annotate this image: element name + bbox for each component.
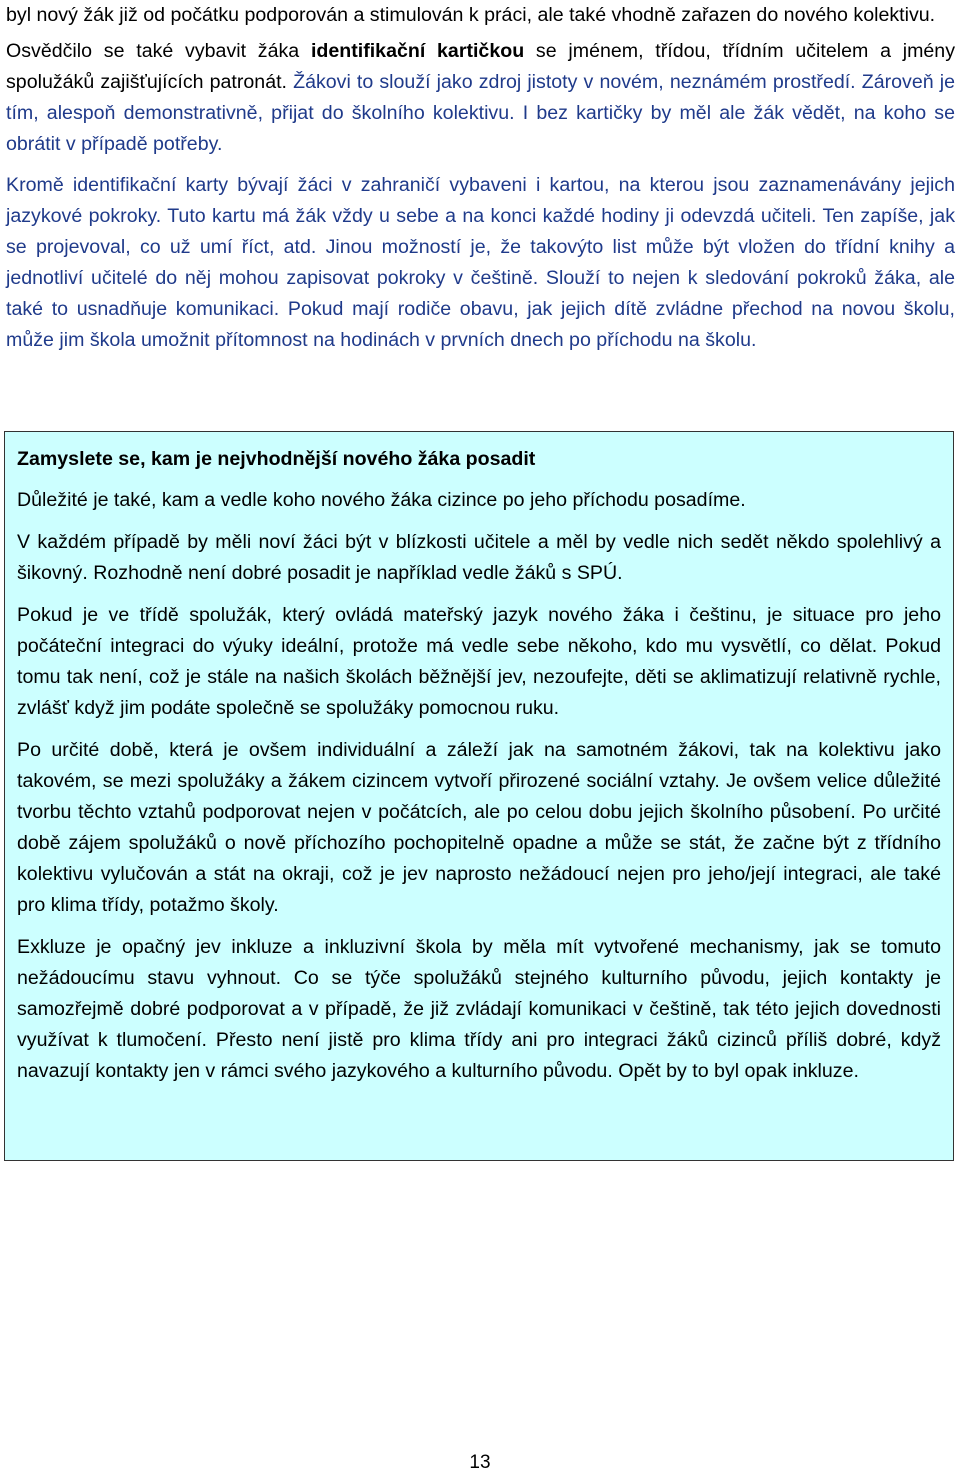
intro-paragraph-2 <box>6 36 955 160</box>
intro-paragraph-2-middle: se jménem, třídou, třídním učitelem a jmény spolužáků zajišťujících patronát. <box>6 40 955 93</box>
box-paragraph-1: Důležité je také, kam a vedle koho nového žáka cizince po jeho příchodu posadíme. <box>17 489 746 511</box>
document-page <box>6 0 955 356</box>
intro-paragraph-1: byl nový žák již od počátku podporován a stimulován k práci, ale také vhodně zařazen do nového kolektivu. <box>6 4 936 26</box>
box-paragraph-4: Po určité době, která je ovšem individuální a záleží jak na samotném žákovi, tak na kolektivu jako takovém, se mezi spolužáky a žákem cizincem vytvoří přirozené sociální vztahy. Je ovšem velice důležité tvorbu těchto vztahů podporovat nejen v počátcích, ale po celou dobu jejich školního působení. Po určité době zájem spolužáků o nově příchozího pochopitelně opadne a může se stát, že začne být z třídního kolektivu vylučován a stát na okraji, což je jev naprosto nežádoucí nejen pro jeho/její integraci, ale také pro klima třídy, potažmo školy. <box>17 739 941 916</box>
reflection-box <box>4 431 954 1161</box>
box-paragraph-2: V každém případě by měli noví žáci být v blízkosti učitele a měl by vedle nich sedět někdo spolehlivý a šikovný. Rozhodně není dobré posadit je například vedle žáků s SPÚ. <box>17 531 941 584</box>
identification-card-term: identifikační kartičkou <box>310 40 525 62</box>
intro-paragraph-2-highlight: Žákovi to slouží jako zdroj jistoty v novém, neznámém prostředí. Zároveň je tím, alespoň demonstrativně, přijat do školního kolektivu. I bez kartičky by měl ale žák vědět, na koho se obrátit v případě potřeby. <box>6 71 955 155</box>
reflection-box-heading: Zamyslete se, kam je nejvhodnější nového žáka posadit <box>17 448 536 470</box>
page-number: 13 <box>469 1452 491 1473</box>
box-paragraph-5: Exkluze je opačný jev inkluze a inkluzivní škola by měla mít vytvořené mechanismy, jak se tomuto nežádoucímu stavu vyhnout. Co se týče spolužáků stejného kulturního původu, jejich kontakty je samozřejmě dobré podporovat a v případě, že již zvládají komunikaci v češtině, tak této jejich dovednosti využívat k tlumočení. Přesto není jistě pro klima třídy ani pro integraci žáků cizinců příliš dobré, když navazují kontakty jen v rámci svého jazykového a kulturního původu. Opět by to byl opak inkluze. <box>17 936 941 1082</box>
intro-paragraph-3: Kromě identifikační karty bývají žáci v zahraničí vybaveni i kartou, na kterou jsou zaznamenávány jejich jazykové pokroky. Tuto kartu má žák vždy u sebe a na konci každé hodiny ji odevzdá učiteli. Ten zapíše, jak se projevoval, co už umí říct, atd. Jinou možností je, že takovýto list může být vložen do třídní knihy a jednotliví učitelé do něj mohou zapisovat pokroky v češtině. Slouží to nejen k sledování pokroků žáka, ale také to usnadňuje komunikaci. Pokud mají rodiče obavu, jak jejich dítě zvládne přechod na novou školu, může jim škola umožnit přítomnost na hodinách v prvních dnech po příchodu na školu. <box>6 174 955 351</box>
intro-paragraph-2-start: Osvědčilo se také vybavit žáka <box>6 40 311 62</box>
box-paragraph-3: Pokud je ve třídě spolužák, který ovládá mateřský jazyk nového žáka i češtinu, je situace pro jeho počáteční integraci do výuky ideální, protože má vedle sebe někoho, kdo mu vysvětlí, co dělat. Pokud tomu tak není, což je stále na našich školách běžnější jev, nezoufejte, děti se aklimatizují relativně rychle, zvlášť když jim podáte společně se spolužáky pomocnou ruku. <box>17 604 941 719</box>
